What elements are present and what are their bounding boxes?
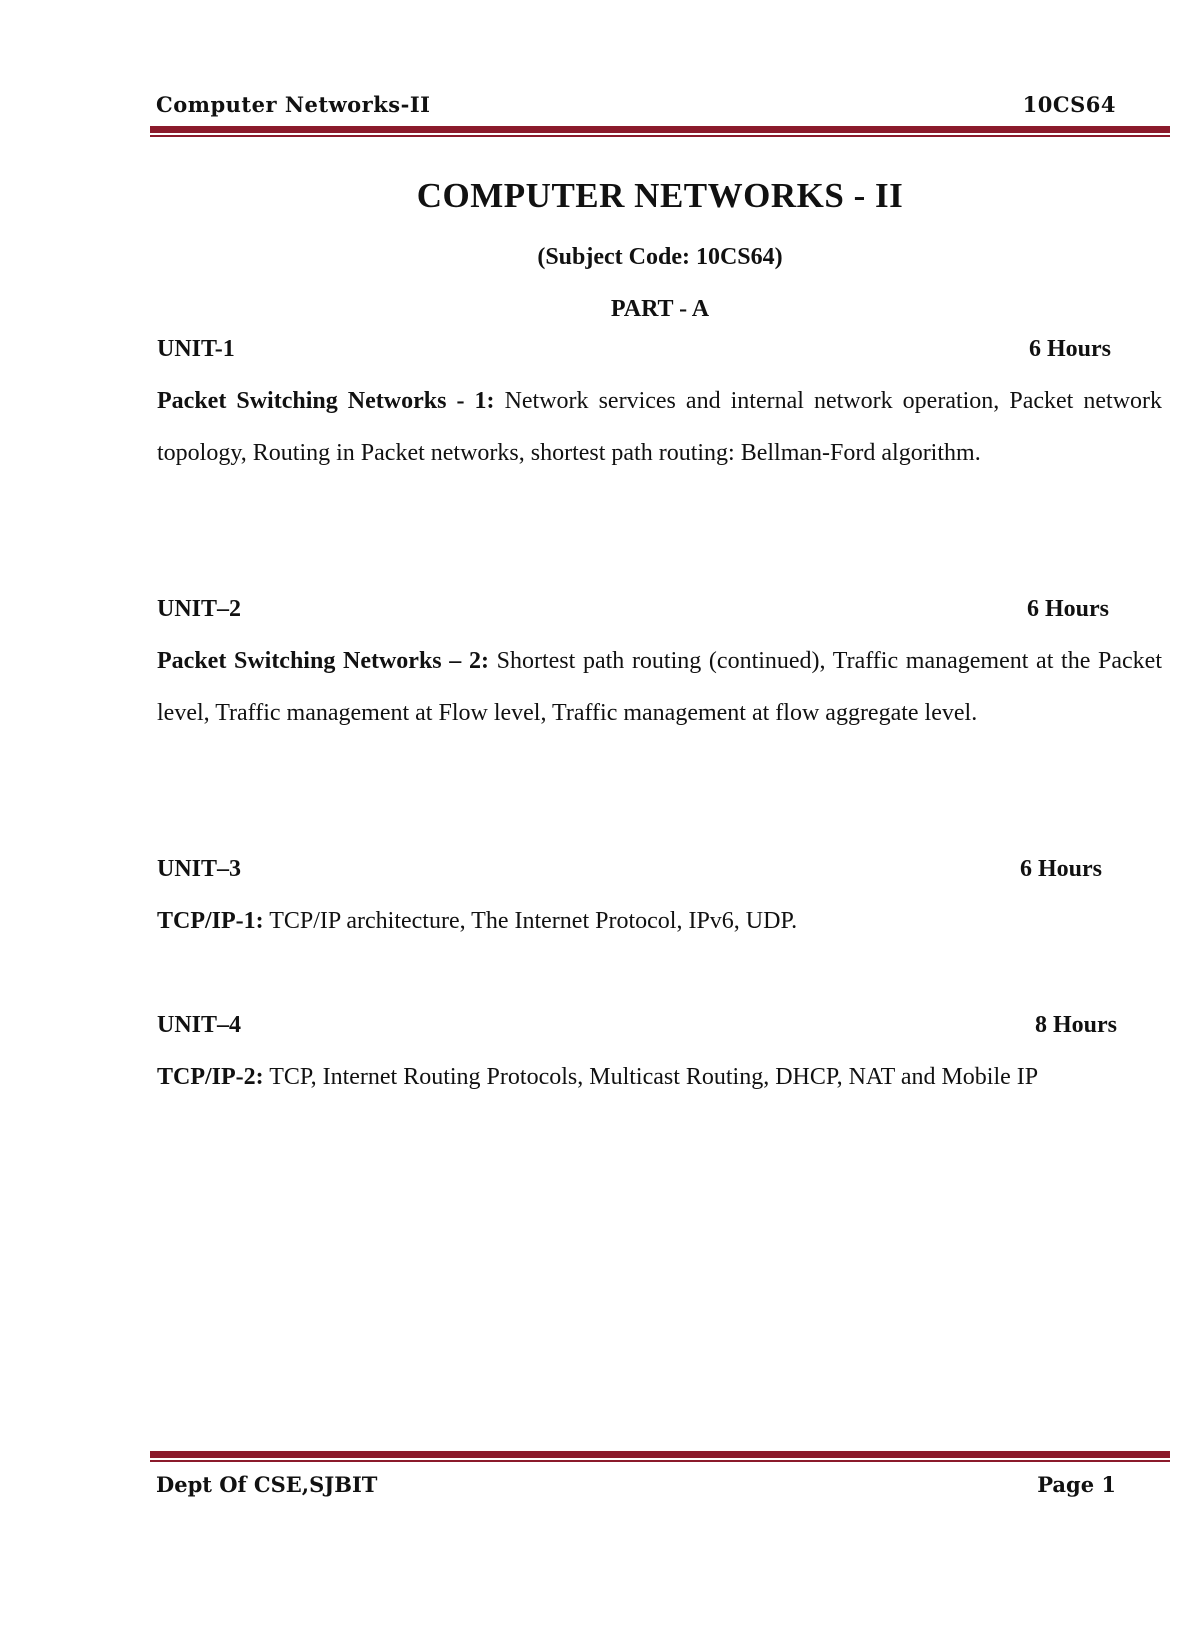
unit-2-description xyxy=(157,635,1162,739)
part-heading: PART - A xyxy=(610,296,710,322)
unit-topic: TCP/IP-1: xyxy=(157,908,264,934)
unit-name: UNIT-1 xyxy=(157,336,235,362)
unit-text: Network services and internal network operation, Packet network topology, Routing in Packet networks, shortest path routing: Bellman-Ford algorithm. xyxy=(157,388,1163,466)
unit-topic: Packet Switching Networks – 2: xyxy=(157,648,489,674)
unit-name: UNIT–4 xyxy=(157,1012,242,1038)
unit-hours: 6 Hours xyxy=(1029,336,1112,362)
unit-hours: 8 Hours xyxy=(1035,1012,1118,1038)
unit-text: TCP, Internet Routing Protocols, Multicast Routing, DHCP, NAT and Mobile IP xyxy=(269,1064,1039,1090)
unit-text: Shortest path routing (continued), Traffic management at the Packet level, Traffic management at Flow level, Traffic management at flow aggregate level. xyxy=(157,648,1162,726)
unit-4-heading xyxy=(157,1012,1147,1046)
subject-code: (Subject Code: 10CS64) xyxy=(537,244,783,270)
running-footer xyxy=(156,1472,1116,1506)
unit-text: TCP/IP architecture, The Internet Protocol, IPv6, UDP. xyxy=(269,908,798,934)
unit-name: UNIT–2 xyxy=(157,596,242,622)
unit-3-description xyxy=(157,895,1162,947)
footer-department: Dept Of CSE,SJBIT xyxy=(156,1472,378,1497)
unit-3-heading xyxy=(157,856,1147,890)
running-header xyxy=(156,92,1116,122)
unit-name: UNIT–3 xyxy=(157,856,242,882)
unit-hours: 6 Hours xyxy=(1027,596,1110,622)
header-course-code: 10CS64 xyxy=(1022,92,1116,117)
footer-page-number: Page 1 xyxy=(1037,1472,1116,1497)
unit-2-heading xyxy=(157,596,1147,630)
unit-topic: Packet Switching Networks - 1: xyxy=(157,388,495,414)
unit-4-description xyxy=(157,1051,1097,1103)
unit-1-description xyxy=(157,375,1162,479)
header-rule xyxy=(150,126,1170,137)
unit-hours: 6 Hours xyxy=(1020,856,1103,882)
footer-rule xyxy=(150,1451,1170,1462)
unit-topic: TCP/IP-2: xyxy=(157,1064,264,1090)
document-title: COMPUTER NETWORKS - II xyxy=(416,176,904,215)
unit-1-heading xyxy=(157,336,1147,370)
header-course-name: Computer Networks-II xyxy=(156,92,431,117)
